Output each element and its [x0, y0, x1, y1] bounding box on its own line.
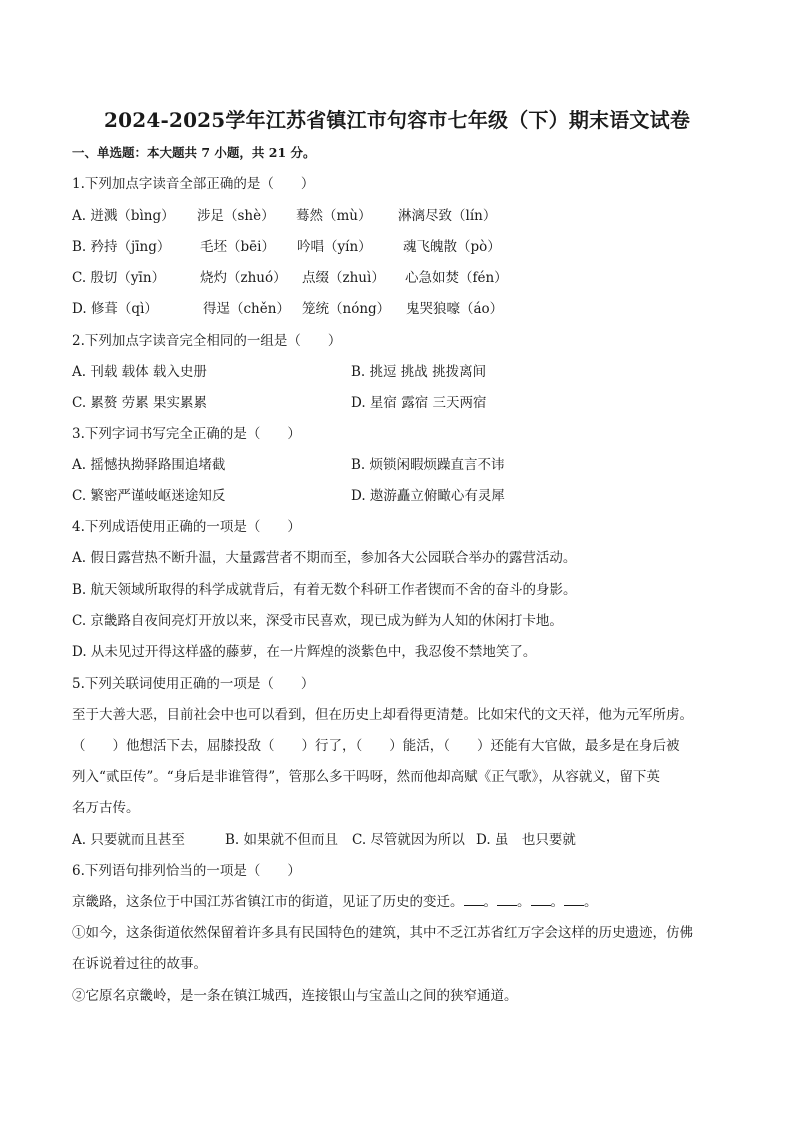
q2-option-c: C. 累赘 劳累 果实累累	[72, 395, 208, 411]
q5-passage-line-4: 名万古传。	[72, 800, 140, 816]
q6-sentence-2: ②它原名京畿岭，是一条在镇江城西，连接银山与宝盖山之间的狭窄通道。	[72, 988, 518, 1004]
q5-passage-line-1: 至于大善大恶，目前社会中也可以看到，但在历史上却看得更清楚。比如宋代的文天祥，他为元军所虏。	[72, 707, 693, 723]
answer-blank[interactable]	[531, 892, 551, 906]
q1-option-c-3: 点缀（zhuì）	[302, 270, 385, 286]
q4-option-c: C. 京畿路自夜间亮灯开放以来，深受市民喜欢，现已成为鲜为人知的休闲打卡地。	[72, 613, 563, 629]
q4-option-b: B. 航天领域所取得的科学成就背后，有着无数个科研工作者锲而不舍的奋斗的身影。	[72, 582, 577, 598]
question-1-stem: 1.下列加点字读音全部正确的是（ ）	[72, 176, 315, 192]
question-4-stem: 4.下列成语使用正确的一项是（ ）	[72, 519, 301, 535]
q2-option-b: B. 挑逗 挑战 挑拨离间	[351, 364, 487, 380]
q3-option-b: B. 烦锁闲暇烦躁直言不讳	[351, 457, 505, 473]
q1-option-a-2: 涉足（shè）	[197, 208, 275, 224]
q1-option-b-3: 吟唱（yín）	[297, 239, 372, 255]
q1-option-b-4: 魂飞魄散（pò）	[403, 239, 501, 255]
q1-option-d-1: D. 修葺（qì）	[72, 301, 158, 317]
q1-option-b-1: B. 矜持（jīng）	[72, 239, 171, 255]
q6-intro-text: 京畿路，这条位于中国江苏省镇江市的街道，见证了历史的变迁。	[72, 894, 464, 910]
q6-sentence-1-line-2: 在诉说着过往的故事。	[72, 956, 207, 972]
q2-option-a: A. 刊载 载体 载入史册	[72, 364, 207, 380]
q1-option-a-3: 蓦然（mù）	[296, 208, 372, 224]
q5-option-b: B. 如果就不但而且	[225, 832, 339, 848]
answer-blank[interactable]	[464, 892, 484, 906]
q1-option-a-4: 淋漓尽致（lín）	[398, 208, 497, 224]
q1-option-c-1: C. 殷切（yīn）	[72, 270, 166, 286]
section-header: 一、单选题：本大题共 7 小题，共 21 分。	[72, 145, 316, 160]
q6-intro: 京畿路，这条位于中国江苏省镇江市的街道，见证了历史的变迁。 。 。 。 。	[72, 894, 598, 910]
question-6-stem: 6.下列语句排列恰当的一项是（ ）	[72, 863, 301, 879]
q3-option-d: D. 遨游矗立俯瞰心有灵犀	[351, 488, 505, 504]
q1-option-b-2: 毛坯（bēi）	[200, 239, 275, 255]
q1-option-c-4: 心急如焚（fén）	[405, 270, 508, 286]
answer-blank[interactable]	[497, 892, 517, 906]
q5-option-d: D. 虽 也只要就	[476, 832, 576, 848]
q1-option-a-1: A. 迸溅（bìng）	[72, 208, 175, 224]
q5-passage-line-2: （ ）他想活下去，屈膝投敌（ ）行了，（ ）能活，（ ）还能有大官做，最多是在身后被	[72, 738, 680, 754]
q4-option-a: A. 假日露营热不断升温，大量露营者不期而至，参加各大公园联合举办的露营活动。	[72, 550, 577, 566]
q1-option-d-3: 笼统（nóng）	[302, 301, 391, 317]
q5-option-c: C. 尽管就因为所以	[352, 832, 465, 848]
q3-option-a: A. 摇憾执拗驿路围追堵截	[72, 457, 226, 473]
q6-sentence-1-line-1: ①如今，这条街道依然保留着许多具有民国特色的建筑，其中不乏江苏省红万字会这样的历史遗迹，仿佛	[72, 925, 693, 941]
q4-option-d: D. 从未见过开得这样盛的藤萝，在一片辉煌的淡紫色中，我忍俊不禁地笑了。	[72, 644, 537, 660]
q1-option-c-2: 烧灼（zhuó）	[200, 270, 287, 286]
page-title: 2024-2025学年江苏省镇江市句容市七年级（下）期末语文试卷	[103, 108, 691, 132]
question-2-stem: 2.下列加点字读音完全相同的一组是（ ）	[72, 333, 342, 349]
q2-option-d: D. 星宿 露宿 三天两宿	[351, 395, 487, 411]
q3-option-c: C. 繁密严谨岐岖迷途知反	[72, 488, 226, 504]
answer-blank[interactable]	[564, 892, 584, 906]
q1-option-d-4: 鬼哭狼嚎（áo）	[406, 301, 504, 317]
question-5-stem: 5.下列关联词使用正确的一项是（ ）	[72, 676, 315, 692]
q5-option-a: A. 只要就而且甚至	[72, 832, 185, 848]
question-3-stem: 3.下列字词书写完全正确的是（ ）	[72, 426, 301, 442]
q5-passage-line-3: 列入“贰臣传”。“身后是非谁管得”，管那么多干吗呀，然而他却高赋《正气歌》，从容就义，留下英	[72, 769, 660, 785]
q1-option-d-2: 得逞（chěn）	[203, 301, 290, 317]
